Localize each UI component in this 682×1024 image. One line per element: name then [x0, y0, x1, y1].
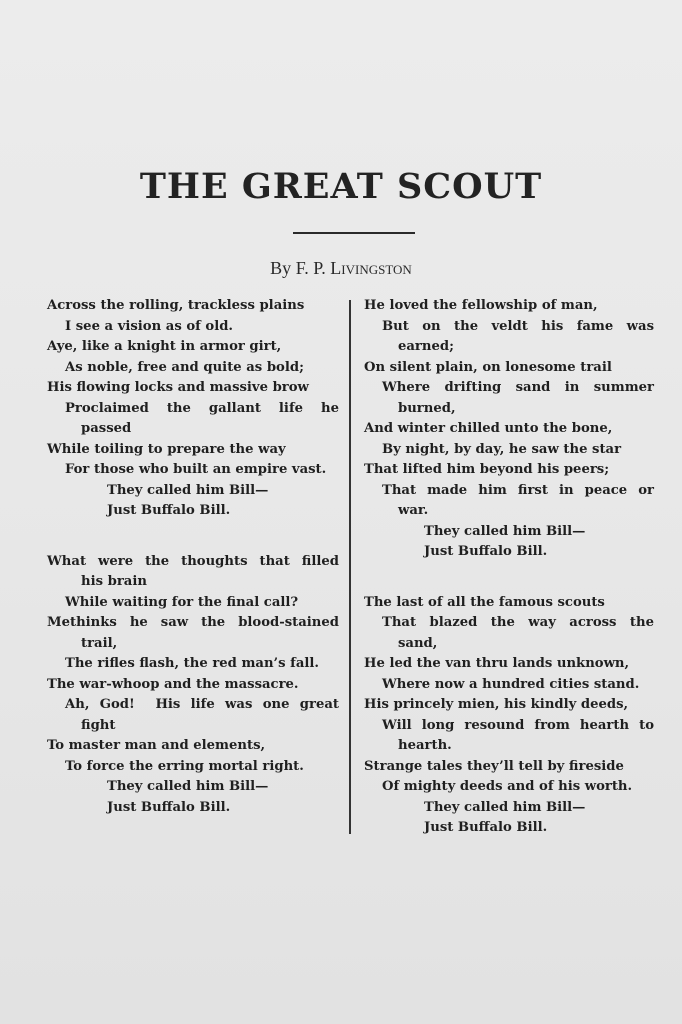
stanza-right-1 [364, 296, 656, 563]
stanza-left-2 [47, 552, 339, 819]
title-divider [293, 232, 415, 234]
poem-line: His flowing locks and massive brow [47, 380, 309, 395]
poem-line: Where now a hundred cities stand. [382, 676, 640, 692]
poem-title: THE GREAT SCOUT [139, 166, 543, 207]
poem-line: Ah, God! His life was one great [65, 697, 339, 712]
poem-line: war. [398, 503, 429, 518]
stanza-gap [364, 563, 656, 593]
poem-line: For those who built an empire vast. [65, 462, 327, 477]
poem-line: Methinks he saw the blood-stained [47, 615, 339, 630]
stanza-right-2 [364, 593, 656, 839]
poem-line: burned, [398, 400, 456, 416]
byline-prefix: By [270, 258, 292, 278]
poem-line: Across the rolling, trackless plains [47, 298, 305, 313]
poem-line: Aye, like a knight in armor girt, [47, 339, 282, 354]
column-divider [349, 300, 351, 834]
refrain-line: They called him Bill— [424, 799, 586, 815]
poem-line: That blazed the way across the [382, 615, 654, 630]
poem-line: While toiling to prepare the way [47, 441, 286, 457]
poem-line: As noble, free and quite as bold; [65, 359, 304, 375]
poem-line: Will long resound from hearth to [382, 717, 654, 733]
refrain-line: Just Buffalo Bill. [107, 503, 231, 518]
refrain-line: They called him Bill— [107, 482, 269, 498]
poem-line: To force the erring mortal right. [65, 758, 304, 774]
poem-line: Proclaimed the gallant life he [65, 400, 339, 416]
poem-line: I see a vision as of old. [65, 318, 234, 334]
stanza-gap [47, 522, 339, 552]
poem-line: earned; [398, 339, 454, 354]
refrain-line: Just Buffalo Bill. [424, 544, 548, 559]
poem-line: hearth. [398, 738, 452, 753]
poem-line: passed [81, 421, 132, 436]
right-column [364, 296, 656, 839]
poem-line: While waiting for the final call? [65, 594, 299, 610]
poem-line: He loved the fellowship of man, [364, 298, 598, 313]
poem-line: The rifles flash, the red man’s fall. [65, 656, 319, 671]
poem-line: But on the veldt his fame was [382, 318, 654, 334]
poem-line: trail, [81, 635, 118, 651]
poem-line: What were the thoughts that filled [47, 553, 339, 569]
refrain-line: They called him Bill— [107, 779, 269, 794]
poem-line: On silent plain, on lonesome trail [364, 359, 612, 375]
poem-line: Strange tales they’ll tell by fireside [364, 758, 624, 774]
poem-line: sand, [398, 635, 438, 651]
poem-line: By night, by day, he saw the star [382, 441, 622, 457]
byline [0, 258, 682, 279]
poem-line: The war-whoop and the massacre. [47, 676, 299, 692]
refrain-line: Just Buffalo Bill. [424, 820, 548, 835]
poem-line: The last of all the famous scouts [364, 594, 605, 610]
poem-line: That made him first in peace or [382, 482, 654, 498]
poem-line: Of mighty deeds and of his worth. [382, 779, 633, 794]
left-column [47, 296, 339, 818]
stanza-left-1 [47, 296, 339, 522]
byline-author: F. P. Livingston [295, 258, 412, 278]
poem-line: His princely mien, his kindly deeds, [364, 697, 629, 712]
poem-line: To master man and elements, [47, 738, 266, 753]
poem-line: fight [81, 717, 116, 733]
poem-line: his brain [81, 574, 147, 589]
refrain-line: Just Buffalo Bill. [107, 799, 231, 815]
poem-line: And winter chilled unto the bone, [364, 421, 613, 436]
refrain-line: They called him Bill— [424, 523, 586, 539]
poem-line: Where drifting sand in summer [382, 380, 654, 395]
poem-line: He led the van thru lands unknown, [364, 656, 630, 671]
poem-line: That lifted him beyond his peers; [364, 462, 610, 477]
